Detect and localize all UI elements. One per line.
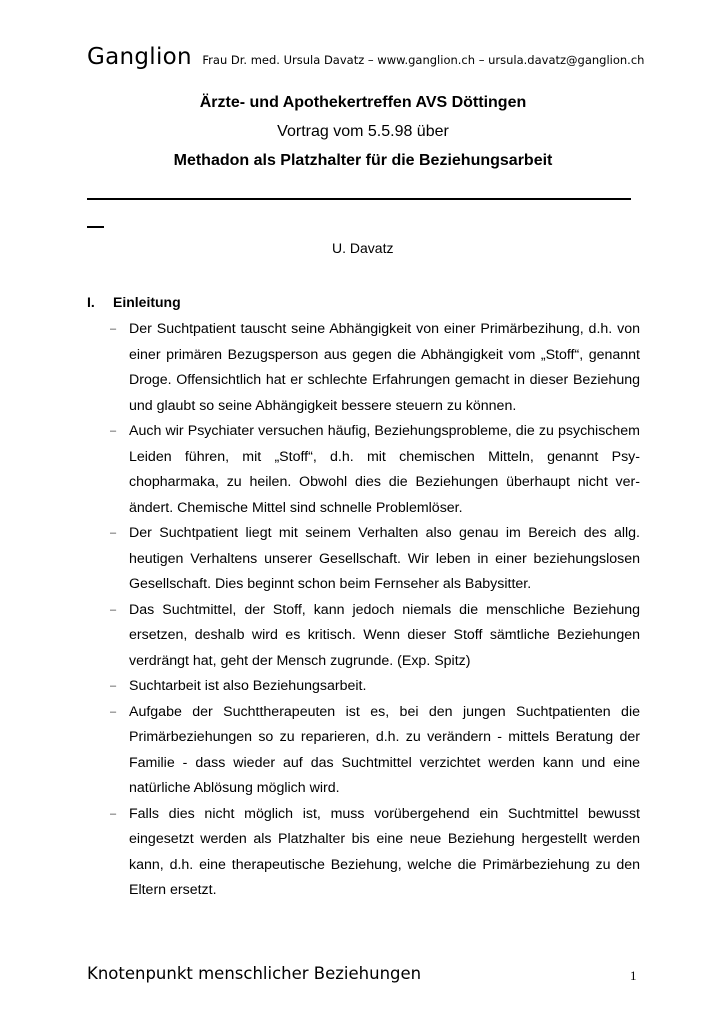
bullet-list [110,317,640,904]
list-item [110,317,640,419]
list-item-text: Das Suchtmittel, der Stoff, kann jedoch niemals die menschliche Beziehung ersetzen, deshalb wird es kritisch. Wenn dieser Stoff sämtliche Beziehungen verdrängt hat, geht der Mensch zugrunde. (Exp. Spitz) [129,601,640,669]
title-rule [87,198,631,200]
lecture-title: Methadon als Platzhalter für die Beziehungsarbeit [173,152,553,169]
header-contact-info: Frau Dr. med. Ursula Davatz – www.ganglion.ch – ursula.davatz@ganglion.ch [202,53,645,67]
lecture-date: Vortrag vom 5.5.98 über [277,123,449,140]
title-rule-continuation [87,226,104,228]
dash-bullet: – [110,807,117,820]
list-item [110,700,640,802]
dash-bullet: – [110,323,117,335]
event-title: Ärzte- und Apothekertreffen AVS Döttingen [199,94,527,111]
dash-bullet: – [110,527,117,539]
list-item [110,674,640,700]
page-header [87,44,644,70]
list-item-text: Aufgabe der Suchttherapeuten ist es, bei den jungen Suchtpatienten die Primärbeziehungen so zu reparieren, d.h. zu verändern - mittels Beratung der Familie - dass wieder auf das Suchtmittel verzichtet werden kann und eine natürliche Ablösung möglich wird. [129,703,640,796]
list-item-text: Falls dies nicht möglich ist, muss vorübergehend ein Suchtmittel bewusst eingesetzt werden als Platzhalter bis eine neue Beziehung hergestellt werden kann, d.h. eine therapeutische Beziehung, welche die Primärbeziehung zu den Eltern ersetzt. [129,805,640,898]
section-title: Einleitung [113,294,181,310]
list-item [110,598,640,675]
dash-bullet: – [110,425,117,437]
dash-bullet: – [110,680,117,692]
list-item-text: Der Suchtpatient liegt mit seinem Verhalten also genau im Bereich des allg. heutigen Verhaltens unserer Gesellschaft. Wir leben in einer beziehungslosen Gesellschaft. Dies beginnt schon beim Fernseher als Babysitter. [129,525,640,592]
section-heading [87,294,181,310]
page-number: 1 [630,968,637,983]
footer-text: Knotenpunkt menschlicher Beziehungen [87,964,422,983]
list-item [110,802,640,904]
brand-name: Ganglion [87,44,192,70]
dash-bullet: – [110,603,117,616]
author: U. Davatz [332,240,394,256]
list-item-text: Suchtarbeit ist also Beziehungsarbeit. [129,678,367,694]
list-item [110,419,640,521]
list-item-text: Auch wir Psychiater versuchen häufig, Beziehungsprobleme, die zu psychischem Leiden führen, mit „Stoff“, d.h. mit chemischen Mitteln, genannt Psychopharmaka, zu heilen. Obwohl dies die Beziehungen überhaupt nicht verändert. Chemische Mittel sind schnelle Problemlöser. [129,423,640,516]
list-item-text: Der Suchtpatient tauscht seine Abhängigkeit von einer Primärbezihung, d.h. von einer primären Bezugsperson aus gegen die Abhängigkeit vom „Stoff“, genannt Droge. Offensichtlich hat er schlechte Erfahrungen gemacht in dieser Beziehung und glaubt so seine Abhängigkeit bessere steuern zu können. [129,321,640,414]
dash-bullet: – [110,705,117,718]
list-item [110,521,640,598]
section-number: I. [87,294,95,310]
